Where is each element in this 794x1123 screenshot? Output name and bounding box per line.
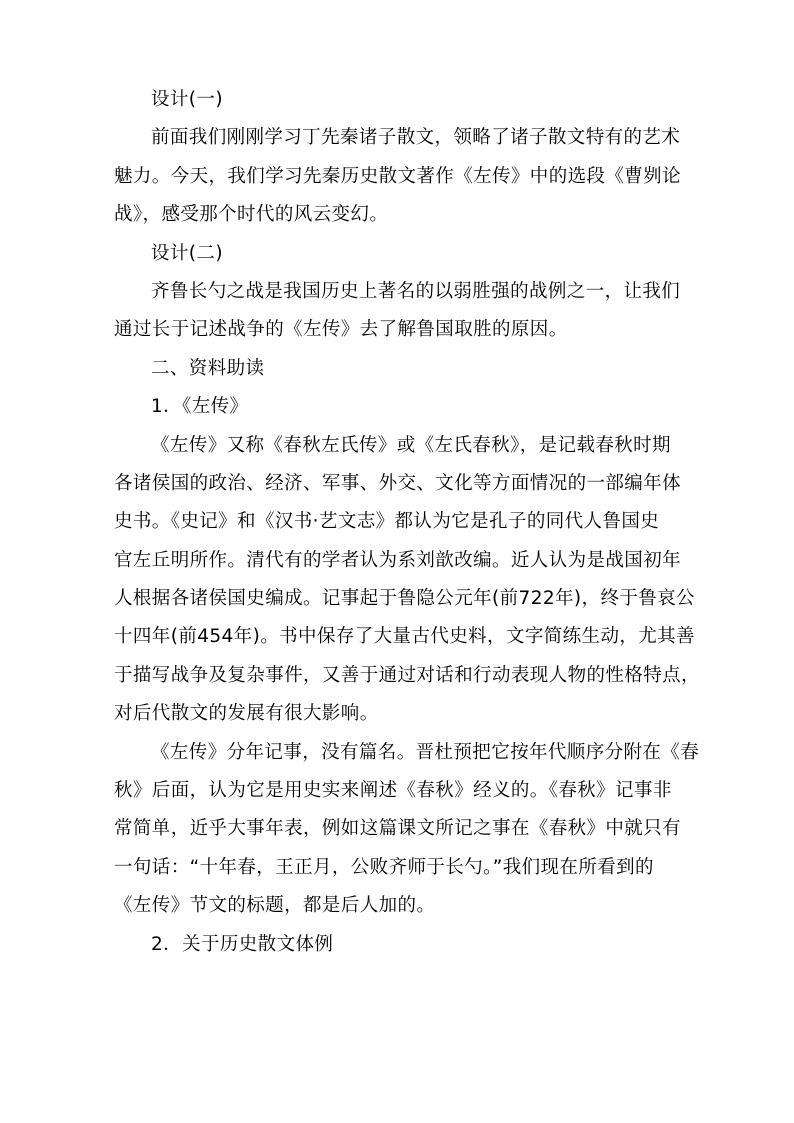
paragraph-line: 常简单，近乎大事年表，例如这篇课文所记之事在《春秋》中就只有 xyxy=(114,818,682,840)
paragraph-line: 《左传》节文的标题，都是后人加的。 xyxy=(114,895,436,917)
paragraph-line: 史书。《史记》和《汉书·艺文志》都认为它是孔子的同代人鲁国史 xyxy=(114,511,660,533)
paragraph-line: 对后代散文的发展有很大影响。 xyxy=(114,703,379,725)
paragraph-line: 官左丘明所作。清代有的学者认为系刘歆改编。近人认为是战国初年 xyxy=(114,549,682,571)
section-heading-design-1: 设计(一) xyxy=(151,89,223,110)
paragraph-line: 各诸侯国的政治、经济、军事、外交、文化等方面情况的一部编年体 xyxy=(114,472,682,494)
paragraph-line: 于描写战争及复杂事件，又善于通过对话和行动表现人物的性格特点， xyxy=(114,664,700,686)
paragraph-line: 一句话：“十年春，王正月，公败齐师于长勺。”我们现在所看到的 xyxy=(114,856,654,878)
paragraph-line: 《左传》分年记事，没有篇名。晋杜预把它按年代顺序分附在《春 xyxy=(151,741,700,763)
paragraph-line: 秋》后面，认为它是用史实来阐述《春秋》经义的。《春秋》记事非 xyxy=(114,780,672,802)
subheading-zuozhuan: 1．《左传》 xyxy=(151,396,249,418)
paragraph-line: 前面我们刚刚学习丁先秦诸子散文，领略了诸子散文特有的艺术 xyxy=(151,127,681,149)
paragraph-line: 魅力。今天，我们学习先秦历史散文著作《左传》中的选段《曹刿论 xyxy=(114,165,682,187)
paragraph-line: 通过长于记述战争的《左传》去了解鲁国取胜的原因。 xyxy=(114,319,568,341)
subheading-historical-prose-style: 2．关于历史散文体例 xyxy=(151,933,334,955)
section-heading-reading-aids: 二、资料助读 xyxy=(151,357,265,379)
section-heading-design-2: 设计(二) xyxy=(151,242,223,264)
paragraph-line: 齐鲁长勺之战是我国历史上著名的以弱胜强的战例之一，让我们 xyxy=(151,280,681,302)
paragraph-line: 十四年(前454年)。书中保存了大量古代史料，文字简练生动，尤其善 xyxy=(114,626,695,648)
paragraph-line: 《左传》又称《春秋左氏传》或《左氏春秋》，是记载春秋时期 xyxy=(151,434,671,456)
document-body xyxy=(114,81,700,964)
paragraph-line: 人根据各诸侯国史编成。记事起于鲁隐公元年(前722年)，终于鲁哀公 xyxy=(114,588,695,610)
paragraph-line: 战》，感受那个时代的风云变幻。 xyxy=(114,204,389,226)
